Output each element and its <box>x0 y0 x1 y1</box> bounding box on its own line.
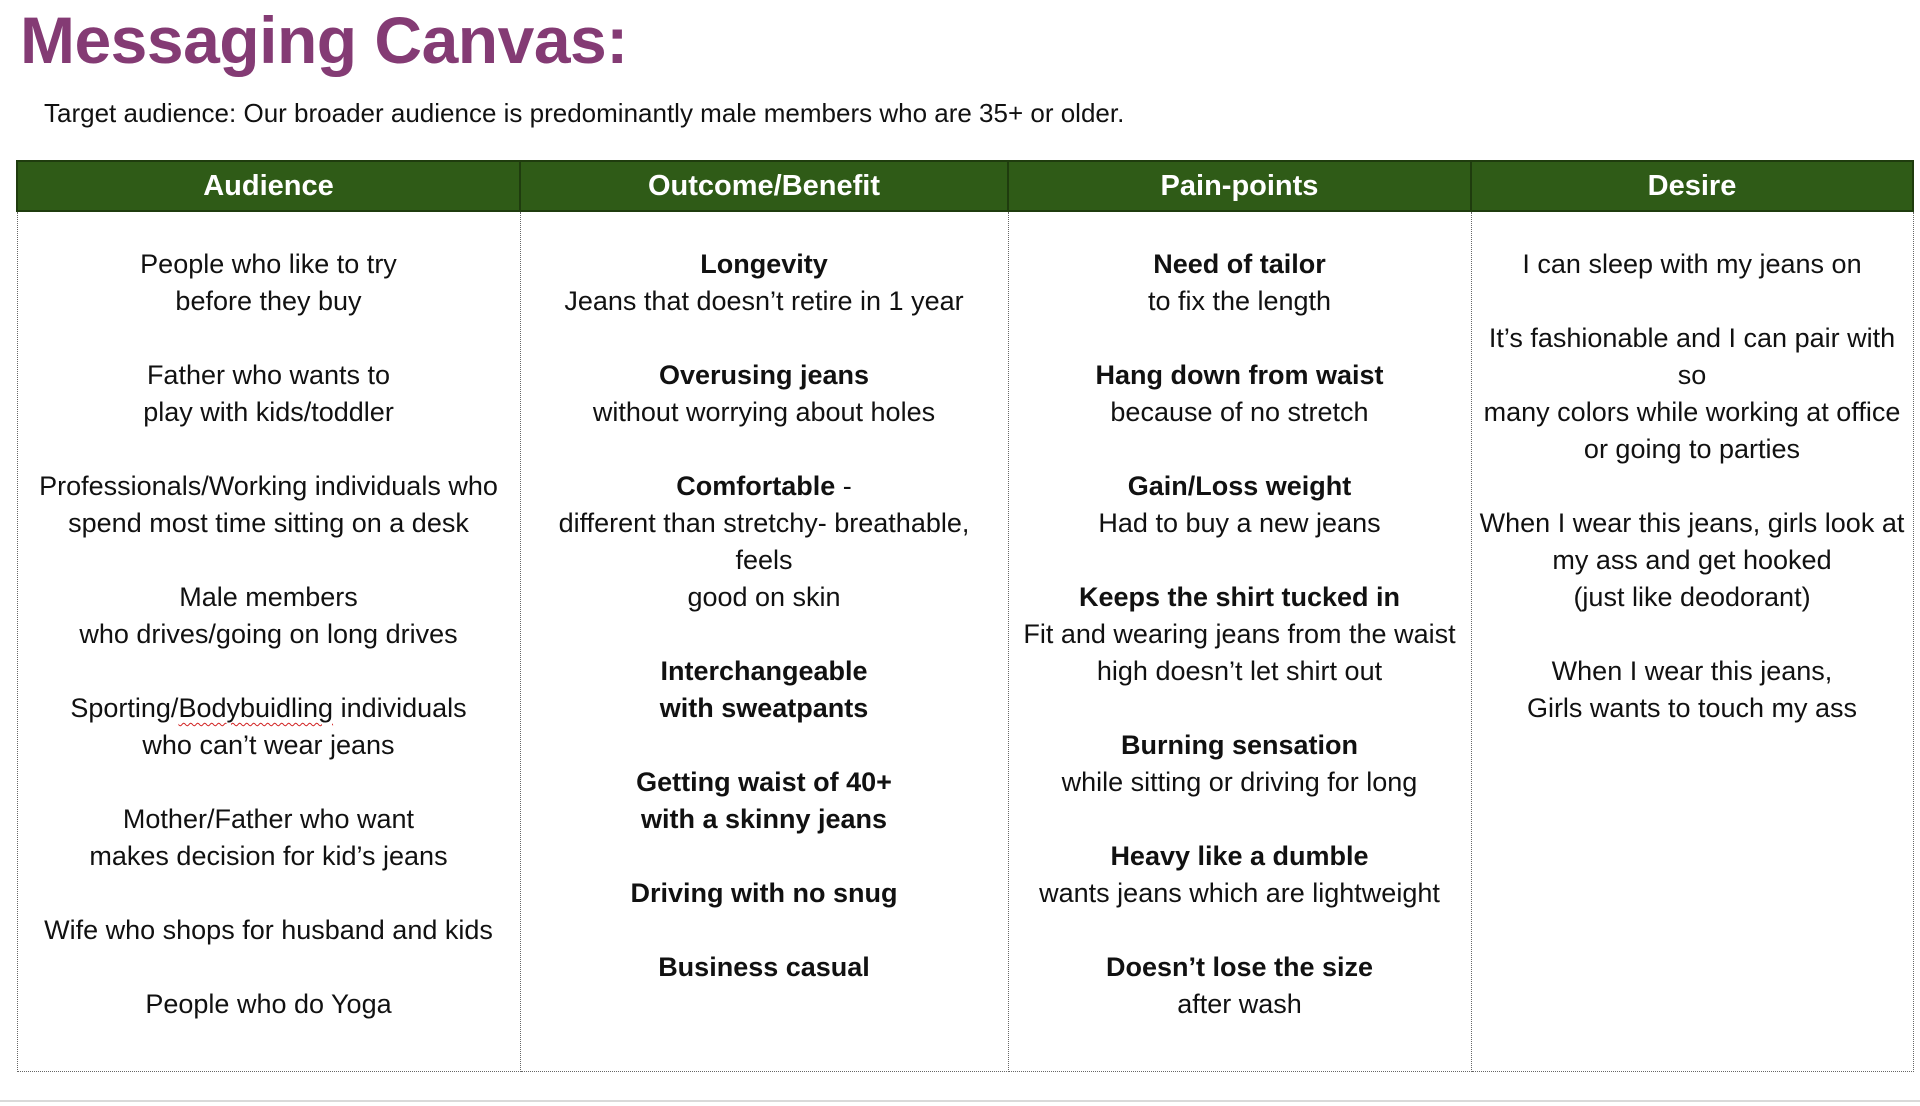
header-desire: Desire <box>1471 161 1913 211</box>
audience-item-line: Professionals/Working individuals who <box>39 471 498 501</box>
pain-point-item <box>1015 357 1465 431</box>
audience-item <box>24 468 514 542</box>
outcome-item-title: Business casual <box>658 952 870 982</box>
outcome-item <box>527 246 1002 320</box>
header-outcome-benefit: Outcome/Benefit <box>520 161 1008 211</box>
outcome-item-title: Overusing jeans <box>658 360 870 390</box>
pain-point-item <box>1015 727 1465 801</box>
desire-item <box>1478 505 1907 616</box>
outcome-item <box>527 949 1002 986</box>
pain-point-detail: because of no stretch <box>1110 397 1369 427</box>
audience-item-line: makes decision for kid’s jeans <box>89 841 448 871</box>
audience-item <box>24 986 514 1023</box>
audience-item-line <box>24 690 514 727</box>
pain-point-detail: Had to buy a new jeans <box>1098 508 1381 538</box>
pain-point-detail: Fit and wearing jeans from the waist <box>1023 619 1456 649</box>
messaging-canvas-table <box>16 160 1914 1072</box>
audience-item-line: Male members <box>179 582 358 612</box>
audience-item-line: who drives/going on long drives <box>79 619 458 649</box>
outcome-item-title: Driving with no snug <box>630 878 898 908</box>
content-row <box>17 211 1913 1072</box>
outcome-item-title: Longevity <box>700 249 828 279</box>
spellcheck-word: Bodybuidling <box>178 693 334 723</box>
pain-points-column <box>1008 211 1471 1072</box>
outcome-item-title: with sweatpants <box>659 693 869 723</box>
pain-point-title: Burning sensation <box>1120 730 1358 760</box>
desire-item-line: many colors while working at office <box>1483 397 1901 427</box>
desire-item-line: Girls wants to touch my ass <box>1526 693 1858 723</box>
pain-point-detail: to fix the length <box>1147 286 1332 316</box>
desire-column <box>1471 211 1913 1072</box>
header-row <box>17 161 1913 211</box>
outcome-item <box>527 357 1002 431</box>
audience-item-line: play with kids/toddler <box>143 397 394 427</box>
outcome-item-detail: different than stretchy- breathable, feels <box>558 508 970 575</box>
audience-item-line: before they buy <box>175 286 362 316</box>
pain-point-item <box>1015 246 1465 320</box>
outcome-item <box>527 468 1002 616</box>
outcome-item-title: Getting waist of 40+ <box>636 767 892 797</box>
pain-point-title: Need of tailor <box>1153 249 1326 279</box>
target-audience-text: Target audience: Our broader audience is predominantly male members who are 35+ or older. <box>44 98 1125 128</box>
outcome-item <box>527 764 1002 838</box>
desire-item-line: When I wear this jeans, <box>1551 656 1833 686</box>
outcome-item <box>527 653 1002 727</box>
audience-item-line: Father who wants to <box>146 360 391 390</box>
pain-point-title: Keeps the shirt tucked in <box>1078 582 1401 612</box>
header-pain-points: Pain-points <box>1008 161 1471 211</box>
pain-point-title: Gain/Loss weight <box>1127 471 1352 501</box>
desire-item <box>1478 653 1907 727</box>
outcome-item-detail: good on skin <box>687 582 841 612</box>
audience-item <box>24 246 514 320</box>
pain-point-item <box>1015 838 1465 912</box>
audience-item <box>24 912 514 949</box>
audience-item <box>24 579 514 653</box>
outcome-item <box>527 875 1002 912</box>
audience-item <box>24 690 514 764</box>
audience-item-line: Mother/Father who want <box>122 804 415 834</box>
desire-item-line: I can sleep with my jeans on <box>1522 249 1862 279</box>
pain-point-item <box>1015 949 1465 1023</box>
desire-item-line: When I wear this jeans, girls look at <box>1479 508 1905 538</box>
audience-column <box>17 211 520 1072</box>
audience-text: Sporting/ <box>70 693 179 723</box>
pain-point-detail: after wash <box>1177 989 1302 1019</box>
outcome-item-suffix: - <box>835 471 852 501</box>
page-title: Messaging Canvas: <box>20 3 628 77</box>
audience-item-line: Wife who shops for husband and kids <box>44 915 493 945</box>
pain-point-detail: high doesn’t let shirt out <box>1096 656 1383 686</box>
audience-item <box>24 357 514 431</box>
pain-point-detail: wants jeans which are lightweight <box>1039 878 1440 908</box>
audience-item-line: People who like to try <box>140 249 397 279</box>
pain-point-item <box>1015 579 1465 690</box>
audience-item-line: spend most time sitting on a desk <box>68 508 469 538</box>
pain-point-title: Doesn’t lose the size <box>1105 952 1374 982</box>
outcome-item-title: Comfortable <box>676 471 836 501</box>
pain-point-title: Heavy like a dumble <box>1110 841 1369 871</box>
header-audience: Audience <box>17 161 520 211</box>
outcome-item-detail: without worrying about holes <box>592 397 936 427</box>
pain-point-detail: while sitting or driving for long <box>1061 767 1418 797</box>
desire-item-line: my ass and get hooked <box>1552 545 1832 575</box>
bottom-divider <box>0 1100 1920 1102</box>
audience-item-line: People who do Yoga <box>145 989 392 1019</box>
desire-item-line: (just like deodorant) <box>1573 582 1811 612</box>
outcome-item-detail: Jeans that doesn’t retire in 1 year <box>564 286 964 316</box>
outcome-column <box>520 211 1008 1072</box>
desire-item <box>1478 320 1907 468</box>
outcome-item-title-line <box>527 468 1002 505</box>
audience-item-line: who can’t wear jeans <box>142 730 395 760</box>
audience-text: individuals <box>333 693 467 723</box>
desire-item-line: It’s fashionable and I can pair with so <box>1488 323 1896 390</box>
outcome-item-title: Interchangeable <box>660 656 868 686</box>
desire-item <box>1478 246 1907 283</box>
desire-item-line: or going to parties <box>1583 434 1801 464</box>
pain-point-item <box>1015 468 1465 542</box>
pain-point-title: Hang down from waist <box>1095 360 1384 390</box>
audience-item <box>24 801 514 875</box>
outcome-item-title: with a skinny jeans <box>640 804 888 834</box>
